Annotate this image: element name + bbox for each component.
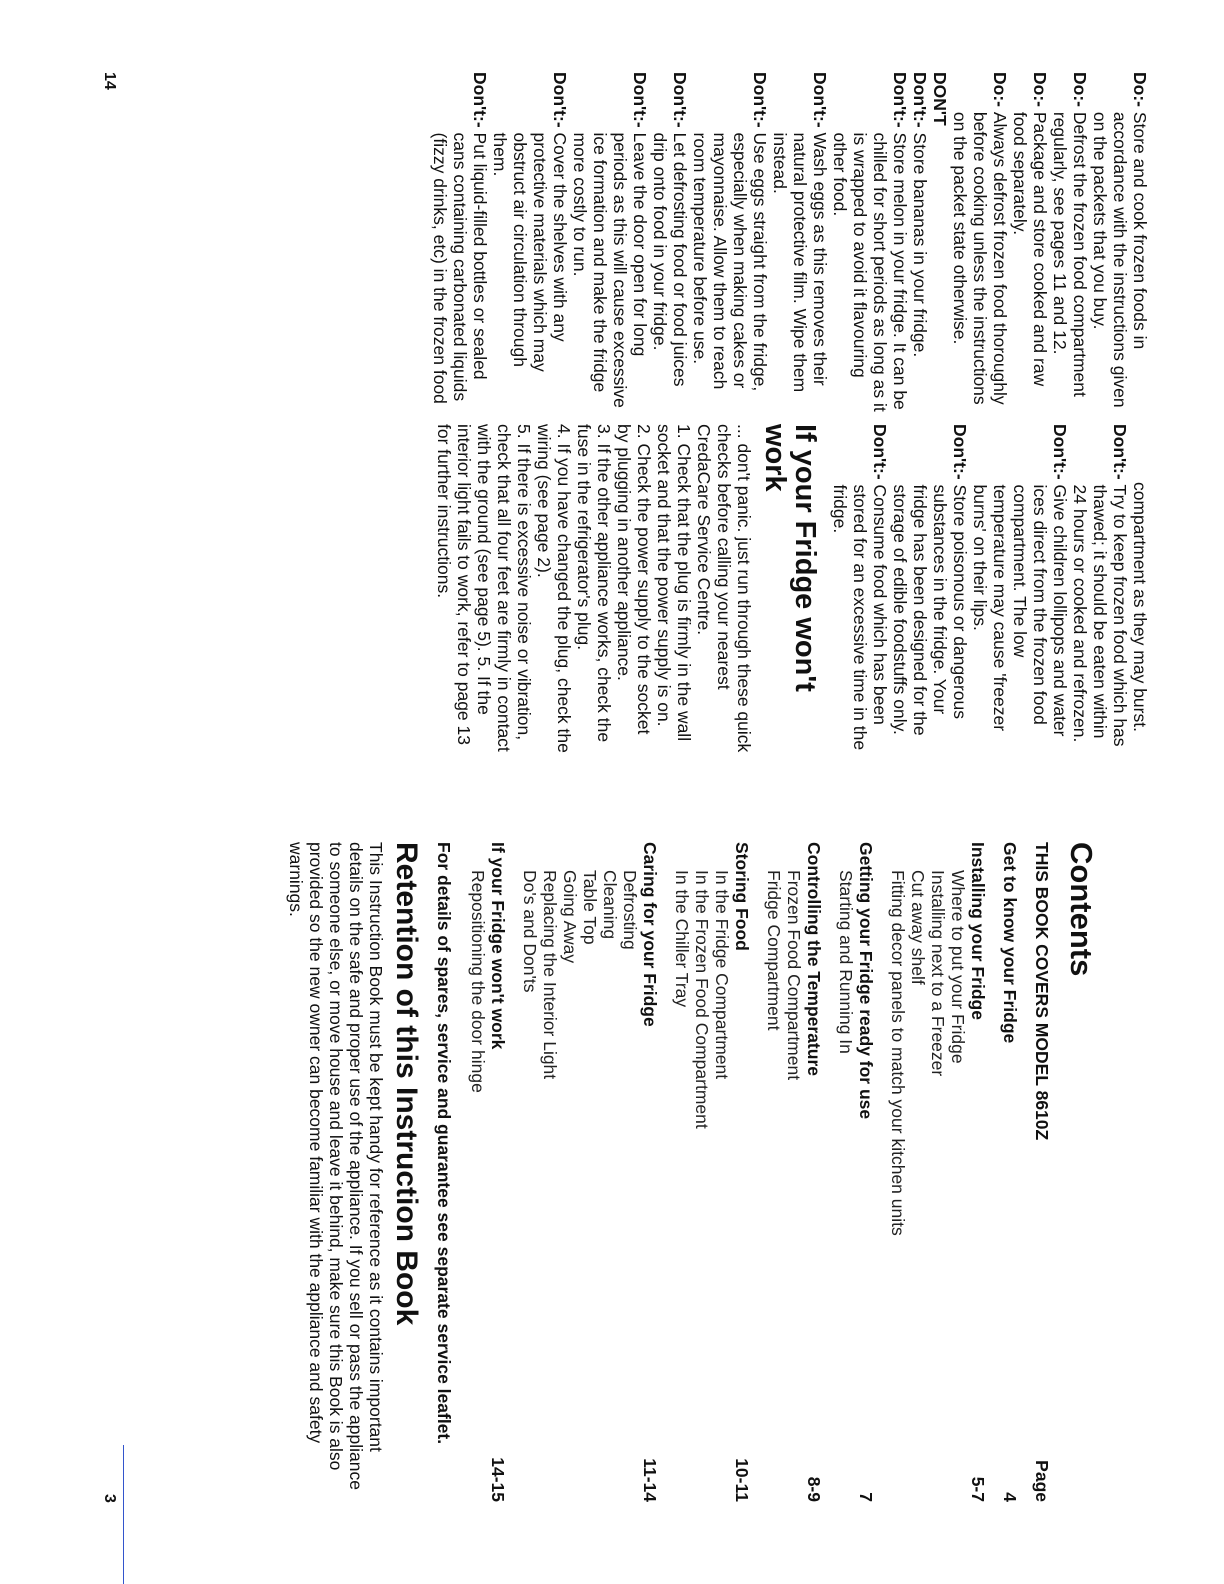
toc-section xyxy=(968,842,988,1502)
item-label: Don't:- xyxy=(910,72,930,128)
item-text: Consume food which has been stored for an excessive time in the fridge. xyxy=(830,484,890,751)
table-of-contents xyxy=(468,842,1020,1502)
item-text: Use eggs straight from the fridge, especially when making cakes or mayonnaise. Allow them to reach room temperature before use. xyxy=(690,132,770,392)
list-item xyxy=(570,72,650,412)
item-label: Don't:- xyxy=(670,72,690,128)
list-item xyxy=(490,72,570,412)
item-label: Do:- xyxy=(1030,72,1050,107)
item-text: Let defrosting food or food juices drip onto food in your fridge. xyxy=(650,132,690,387)
check-item: 4. If you have changed the plug, check the wiring (see page 2). xyxy=(534,424,574,753)
item-text: Cover the shelves with any protective materials which may obstruct air circulation through them. xyxy=(490,132,570,372)
check-item: 1. Check that the plug is firmly in the wall socket and that the power supply is on. xyxy=(654,424,694,742)
item-text: Always defrost frozen food thoroughly before cooking unless the instructions on the packet state otherwise. xyxy=(950,111,1010,405)
contents-title: Contents xyxy=(1064,842,1099,977)
toc-subitem: Where to put your Fridge xyxy=(948,870,968,1064)
list-item xyxy=(910,72,930,412)
toc-subitem: Cut away shelf xyxy=(908,870,928,985)
item-text: Package and store cooked and raw food separately. xyxy=(1010,111,1050,387)
toc-subitem: Defrosting xyxy=(620,870,640,950)
page-column-header: Page xyxy=(1032,1460,1052,1502)
retention-heading: Retention of this Instruction Book xyxy=(390,842,423,1326)
toc-subitem: Frozen Food Compartment xyxy=(784,870,804,1081)
toc-subitem: Do's and Don'ts xyxy=(520,870,540,993)
item-text: Store bananas in your fridge. xyxy=(910,132,930,358)
toc-title: Storing Food xyxy=(732,842,752,951)
toc-title: Caring for your Fridge xyxy=(640,842,660,1027)
item-label: Don't:- xyxy=(810,72,830,128)
toc-section xyxy=(488,842,508,1502)
list-item xyxy=(430,72,490,412)
item-text: Leave the door open for long periods as this will cause excessive ice formation and make the fridge more costly to run. xyxy=(570,132,650,408)
intro-text: ... don't panic. just run through these quick checks before calling your nearest CredaCare Service Centre. xyxy=(694,424,754,753)
toc-section xyxy=(732,842,752,1502)
item-label: Don't:- xyxy=(1110,424,1130,480)
item-text: Store and cook frozen foods in accordance with the instructions given on the packets that you buy. xyxy=(1090,111,1150,408)
toc-title: Controlling the Temperature xyxy=(804,842,824,1076)
toc-subitem: In the Fridge Compartment xyxy=(712,870,732,1080)
toc-page: 5-7 xyxy=(968,1476,988,1502)
item-text: Wash eggs as this removes their natural protective film. Wipe them instead. xyxy=(770,132,830,393)
check-item: 5. If there is excessive noise or vibration, check that all four feet are firmly in contact with the ground (see page 5). 5. If the interior light fails to work, refer to page 13 for further instructions. xyxy=(434,424,534,752)
list-item xyxy=(970,424,1070,754)
page-number-left: 14 xyxy=(101,72,118,90)
page-number-right: 3 xyxy=(101,1494,118,1503)
toc-subitem: Starting and Running In xyxy=(836,870,856,1054)
item-label: Don't:- xyxy=(870,424,890,480)
item-label: Do:- xyxy=(1070,72,1090,107)
list-item xyxy=(1010,72,1050,412)
toc-page: 7 xyxy=(856,1492,876,1502)
toc-page: 10-11 xyxy=(732,1458,752,1502)
list-item xyxy=(1050,72,1090,412)
toc-subitem: Table Top xyxy=(580,870,600,945)
item-label: Do:- xyxy=(1130,72,1150,107)
item-label: Don't:- xyxy=(750,72,770,128)
toc-section xyxy=(640,842,660,1502)
toc-title: Installing your Fridge xyxy=(968,842,988,1020)
toc-subitem: Cleaning xyxy=(600,870,620,940)
spares-note: For details of spares, service and guarantee see separate service leaflet. xyxy=(434,842,454,1445)
toc-section xyxy=(1000,842,1020,1502)
item-label: Don't:- xyxy=(470,72,490,128)
list-item xyxy=(890,424,970,754)
check-item: 2. Check the power supply to the socket by plugging in another appliance. xyxy=(614,424,654,735)
toc-subitem: Going Away xyxy=(560,870,580,964)
list-item xyxy=(1070,424,1130,754)
item-text: Put liquid-filled bottles or sealed cans containing carbonated liquids (fizzy drinks, etc) in the frozen food xyxy=(430,132,490,404)
list-item xyxy=(770,72,830,412)
retention-text: This Instruction Book must be kept handy for reference as it contains important details on the safe and proper use of the appliance. If you sell or pass the appliance to someone else, or move house and leave it behind, make sure this Book is also provided so the new owner can become familiar with the appliance and safety warnings. xyxy=(286,842,386,1490)
left-column-2 xyxy=(434,424,1150,754)
toc-title: Getting your Fridge ready for use xyxy=(856,842,876,1120)
toc-page: 4 xyxy=(1000,1492,1020,1502)
list-item xyxy=(690,72,770,412)
toc-subitem: Repositioning the door hinge xyxy=(468,870,488,1093)
list-item xyxy=(830,72,910,412)
left-column-1 xyxy=(430,72,1150,412)
item-text: Defrost the frozen food compartment regularly, see pages 11 and 12. xyxy=(1050,111,1090,397)
item-label: Don't:- xyxy=(550,72,570,128)
item-label: Do:- xyxy=(990,72,1010,107)
dont-heading: DON'T xyxy=(930,72,950,126)
item-label: Don't:- xyxy=(630,72,650,128)
toc-section xyxy=(856,842,876,1502)
toc-title: If your Fridge won't work xyxy=(488,842,508,1050)
contents-header-row xyxy=(1032,842,1052,1502)
contents-column xyxy=(286,842,1099,1502)
item-label: Don't:- xyxy=(1050,424,1070,480)
check-item: 3. If the other appliance works, check the fuse in the refrigerator's plug. xyxy=(574,424,614,743)
continued-text: compartment as they may burst. xyxy=(1130,482,1150,732)
decorative-rule xyxy=(123,1445,124,1584)
item-text: Store poisonous or dangerous substances in the fridge. Your fridge has been designed for the storage of edible foodstuffs only. xyxy=(890,484,970,736)
toc-page: 11-14 xyxy=(640,1458,660,1502)
toc-page: 8-9 xyxy=(804,1476,824,1502)
list-item xyxy=(650,72,690,412)
toc-subitem: In the Chiller Tray xyxy=(672,870,692,1008)
model-line: THIS BOOK COVERS MODEL 8610Z xyxy=(1032,842,1052,1141)
item-text: Store melon in your fridge. It can be chilled for short periods as long as it is wrapped to avoid it flavouring other food. xyxy=(830,132,910,412)
section-heading: If your Fridge won't work xyxy=(759,424,821,692)
toc-subitem: Fridge Compartment xyxy=(764,870,784,1031)
toc-subitem: Installing next to a Freezer xyxy=(928,870,948,1077)
toc-page: 14-15 xyxy=(488,1457,508,1502)
item-text: Give children lollipops and water ices direct from the frozen food compartment. The low temperature may cause 'freezer burns' on their lips. xyxy=(970,484,1070,737)
toc-subitem: Fitting decor panels to match your kitchen units xyxy=(888,870,908,1236)
list-item xyxy=(830,424,890,754)
toc-subitem: Replacing the Interior Light xyxy=(540,870,560,1080)
toc-section xyxy=(804,842,824,1502)
toc-subitem: In the Frozen Food Compartment xyxy=(692,870,712,1129)
item-text: Try to keep frozen food which has thawed; it should be eaten within 24 hours or cooked and refrozen. xyxy=(1070,484,1130,747)
item-label: Don't:- xyxy=(890,72,910,128)
item-label: Don't:- xyxy=(950,424,970,480)
toc-title: Get to know your Fridge xyxy=(1000,842,1020,1044)
list-item xyxy=(1090,72,1150,412)
list-item xyxy=(950,72,1010,412)
